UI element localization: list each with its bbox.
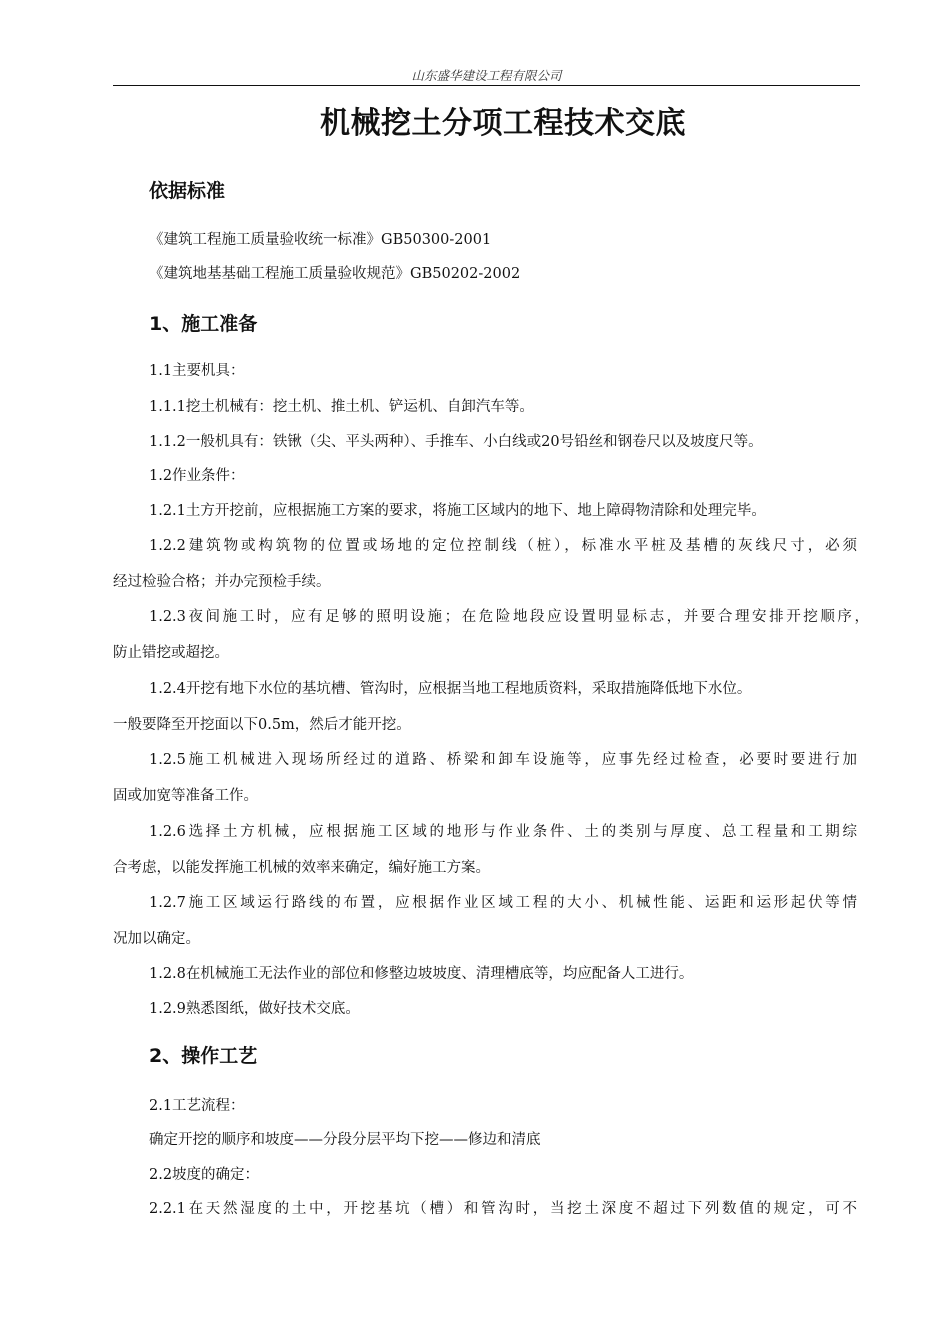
heading-section-2: 2、操作工艺 bbox=[149, 1045, 258, 1067]
basis-item: 《建筑地基基础工程施工质量验收规范》GB50202-2002 bbox=[149, 266, 521, 282]
heading-basis: 依据标准 bbox=[149, 180, 226, 202]
paragraph-line: 1.1.1挖土机械有：挖土机、推土机、铲运机、自卸汽车等。 bbox=[149, 399, 534, 415]
paragraph-line: 1.2.8在机械施工无法作业的部位和修整边坡坡度、清理槽底等，均应配备人工进行。 bbox=[149, 966, 694, 982]
paragraph-line: 1.2.2建筑物或构筑物的位置或场地的定位控制线（桩），标准水平桩及基槽的灰线尺寸，必须 bbox=[149, 538, 857, 554]
paragraph-line: 2.2.1在天然湿度的土中，开挖基坑（槽）和管沟时，当挖土深度不超过下列数值的规定，可不 bbox=[149, 1201, 857, 1217]
document-title: 机械挖土分项工程技术交底 bbox=[320, 106, 686, 141]
heading-section-1: 1、施工准备 bbox=[149, 313, 258, 335]
paragraph-line: 1.2.1土方开挖前，应根据施工方案的要求，将施工区域内的地下、地上障碍物清除和处理完毕。 bbox=[149, 503, 766, 519]
paragraph-line: 2.2坡度的确定： bbox=[149, 1167, 260, 1183]
paragraph-line: 确定开挖的顺序和坡度——分段分层平均下挖——修边和清底 bbox=[149, 1132, 541, 1148]
paragraph-line: 1.2.5施工机械进入现场所经过的道路、桥梁和卸车设施等，应事先经过检查，必要时要进行加 bbox=[149, 752, 857, 768]
paragraph-line: 1.2.7施工区域运行路线的布置，应根据作业区域工程的大小、机械性能、运距和运形起伏等情 bbox=[149, 895, 857, 911]
paragraph-line: 1.1.2一般机具有：铁锹（尖、平头两种）、手推车、小白线或20号铅丝和钢卷尺以及坡度尺等。 bbox=[149, 434, 763, 450]
paragraph-line: 经过检验合格；并办完预检手续。 bbox=[113, 574, 331, 590]
paragraph-line: 1.2作业条件： bbox=[149, 468, 245, 484]
paragraph-line: 防止错挖或超挖。 bbox=[113, 645, 229, 661]
paragraph-line: 2.1工艺流程： bbox=[149, 1098, 245, 1114]
paragraph-line: 一般要降至开挖面以下0.5m，然后才能开挖。 bbox=[113, 717, 411, 733]
paragraph-line: 1.2.9熟悉图纸，做好技术交底。 bbox=[149, 1001, 360, 1017]
paragraph-line: 1.2.4开挖有地下水位的基坑槽、管沟时，应根据当地工程地质资料，采取措施降低地下水位。 bbox=[149, 681, 752, 697]
paragraph-line: 况加以确定。 bbox=[113, 931, 200, 947]
paragraph-line: 1.2.6选择土方机械，应根据施工区域的地形与作业条件、土的类别与厚度、总工程量和工期综 bbox=[149, 824, 857, 840]
paragraph-line: 1.1主要机具： bbox=[149, 363, 245, 379]
basis-item: 《建筑工程施工质量验收统一标准》GB50300-2001 bbox=[149, 232, 492, 248]
paragraph-line: 固或加宽等准备工作。 bbox=[113, 788, 258, 804]
paragraph-line: 1.2.3夜间施工时，应有足够的照明设施；在危险地段应设置明显标志，并要合理安排开挖顺序， bbox=[149, 609, 869, 625]
page-header-company: 山东盛华建设工程有限公司 bbox=[411, 68, 562, 83]
paragraph-line: 合考虑，以能发挥施工机械的效率来确定，编好施工方案。 bbox=[113, 860, 490, 876]
header-divider bbox=[113, 85, 860, 86]
